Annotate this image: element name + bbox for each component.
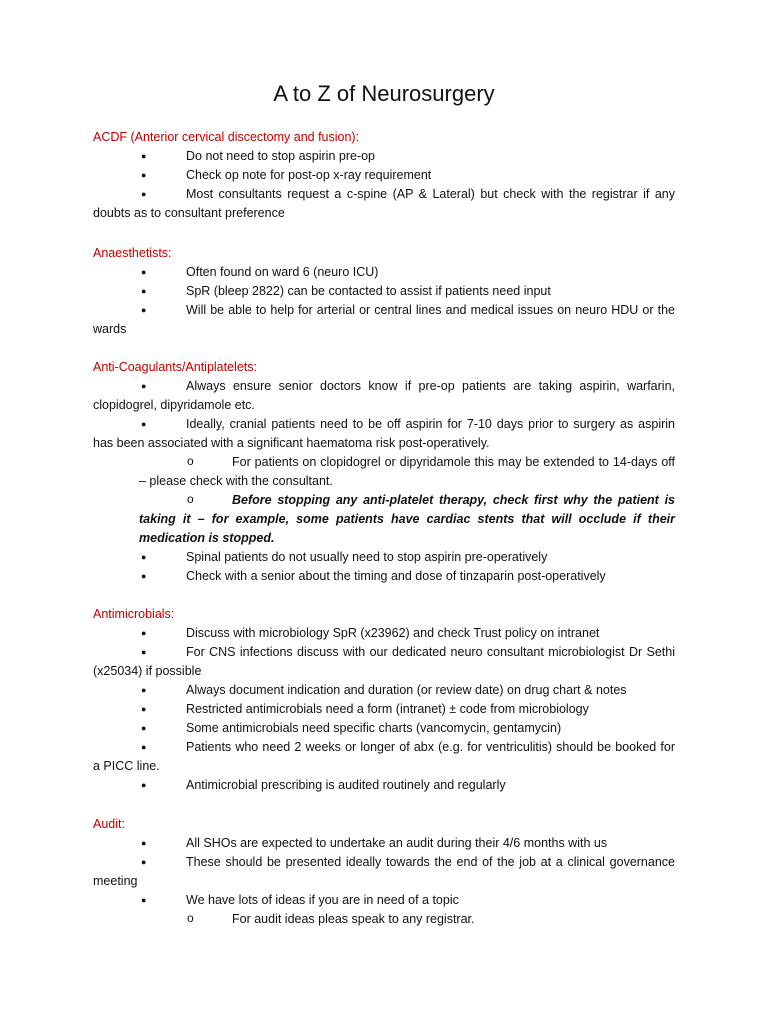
bullet-icon: ● <box>141 189 147 199</box>
bullet-icon: o <box>187 454 194 468</box>
bullet-icon: ● <box>141 286 147 296</box>
bullet-icon: ● <box>141 857 147 867</box>
bullet-icon: ● <box>141 780 147 790</box>
bullet-icon: o <box>187 492 194 506</box>
bullet-icon: ● <box>141 704 147 714</box>
section-heading: ACDF (Anterior cervical discectomy and fusion): <box>93 130 360 144</box>
bullet-icon: ● <box>141 552 147 562</box>
bullet-list <box>93 624 675 795</box>
list-item: ● Always document indication and duration (or review date) on drug chart & notes <box>139 681 675 700</box>
bullet-icon: ● <box>141 628 147 638</box>
list-item: ● All SHOs are expected to undertake an audit during their 4/6 months with us <box>139 834 675 853</box>
list-item: ● Will be able to help for arterial or central lines and medical issues on neuro HDU or the wards <box>93 303 675 336</box>
list-item: ● Often found on ward 6 (neuro ICU) <box>139 263 675 282</box>
bullet-list <box>93 263 675 339</box>
bullet-icon: o <box>187 911 194 925</box>
list-item: ● Most consultants request a c-spine (AP & Lateral) but check with the registrar if any doubts as to consultant preference <box>93 187 675 220</box>
bullet-icon: ● <box>141 895 147 905</box>
bullet-list <box>93 834 675 929</box>
bullet-icon: ● <box>141 647 147 657</box>
section-heading: Antimicrobials: <box>93 607 175 621</box>
section-acdf <box>93 128 675 223</box>
bullet-icon: ● <box>141 571 147 581</box>
section-heading: Anaesthetists: <box>93 246 172 260</box>
list-item: ● Always ensure senior doctors know if pre-op patients are taking aspirin, warfarin, clopidogrel, dipyridamole etc. <box>93 379 675 412</box>
bullet-icon: ● <box>141 151 147 161</box>
section-anticoagulants <box>93 358 675 586</box>
list-item: ● Do not need to stop aspirin pre-op <box>139 147 675 166</box>
list-item: ● These should be presented ideally towards the end of the job at a clinical governance meeting <box>93 855 675 888</box>
section-antimicrobials <box>93 605 675 795</box>
list-item: ● Spinal patients do not usually need to stop aspirin pre-operatively <box>139 548 675 567</box>
list-item: ● Patients who need 2 weeks or longer of abx (e.g. for ventriculitis) should be booked for a PICC line. <box>93 740 675 773</box>
list-item: ● Restricted antimicrobials need a form (intranet) ± code from microbiology <box>139 700 675 719</box>
list-item: ● We have lots of ideas if you are in need of a topic <box>139 891 675 910</box>
bullet-icon: ● <box>141 381 147 391</box>
bullet-icon: ● <box>141 267 147 277</box>
section-heading: Anti-Coagulants/Antiplatelets: <box>93 360 257 374</box>
section-audit <box>93 815 675 929</box>
list-item: o For patients on clopidogrel or dipyridamole this may be extended to 14-days off – please check with the consultant. <box>139 454 675 488</box>
document-title: A to Z of Neurosurgery <box>273 81 495 106</box>
bullet-list <box>93 377 675 586</box>
bullet-icon: ● <box>141 419 147 429</box>
bullet-icon: ● <box>141 170 147 180</box>
list-item: ● SpR (bleep 2822) can be contacted to assist if patients need input <box>139 282 675 301</box>
bullet-icon: ● <box>141 685 147 695</box>
bullet-icon: ● <box>141 838 147 848</box>
list-item: ● For CNS infections discuss with our dedicated neuro consultant microbiologist Dr Sethi (x25034) if possible <box>93 645 675 678</box>
bullet-list <box>93 147 675 223</box>
bullet-icon: ● <box>141 723 147 733</box>
list-item: ● Check with a senior about the timing and dose of tinzaparin post-operatively <box>139 567 675 586</box>
bullet-icon: ● <box>141 305 147 315</box>
list-item: ● Check op note for post-op x-ray requirement <box>139 166 675 185</box>
list-item: o Before stopping any anti-platelet therapy, check first why the patient is taking it – for example, some patients have cardiac stents that will occlude if their medication is stopped. <box>139 492 675 545</box>
list-item: ● Antimicrobial prescribing is audited routinely and regularly <box>139 776 675 795</box>
list-item: ● Ideally, cranial patients need to be off aspirin for 7-10 days prior to surgery as aspirin has been associated with a significant haematoma risk post-operatively. <box>93 417 675 450</box>
list-item: ● Discuss with microbiology SpR (x23962) and check Trust policy on intranet <box>139 624 675 643</box>
bullet-icon: ● <box>141 742 147 752</box>
list-item: o For audit ideas pleas speak to any registrar. <box>187 911 475 926</box>
section-heading: Audit: <box>93 817 125 831</box>
list-item: ● Some antimicrobials need specific charts (vancomycin, gentamycin) <box>139 719 675 738</box>
section-anaesthetists <box>93 244 675 339</box>
